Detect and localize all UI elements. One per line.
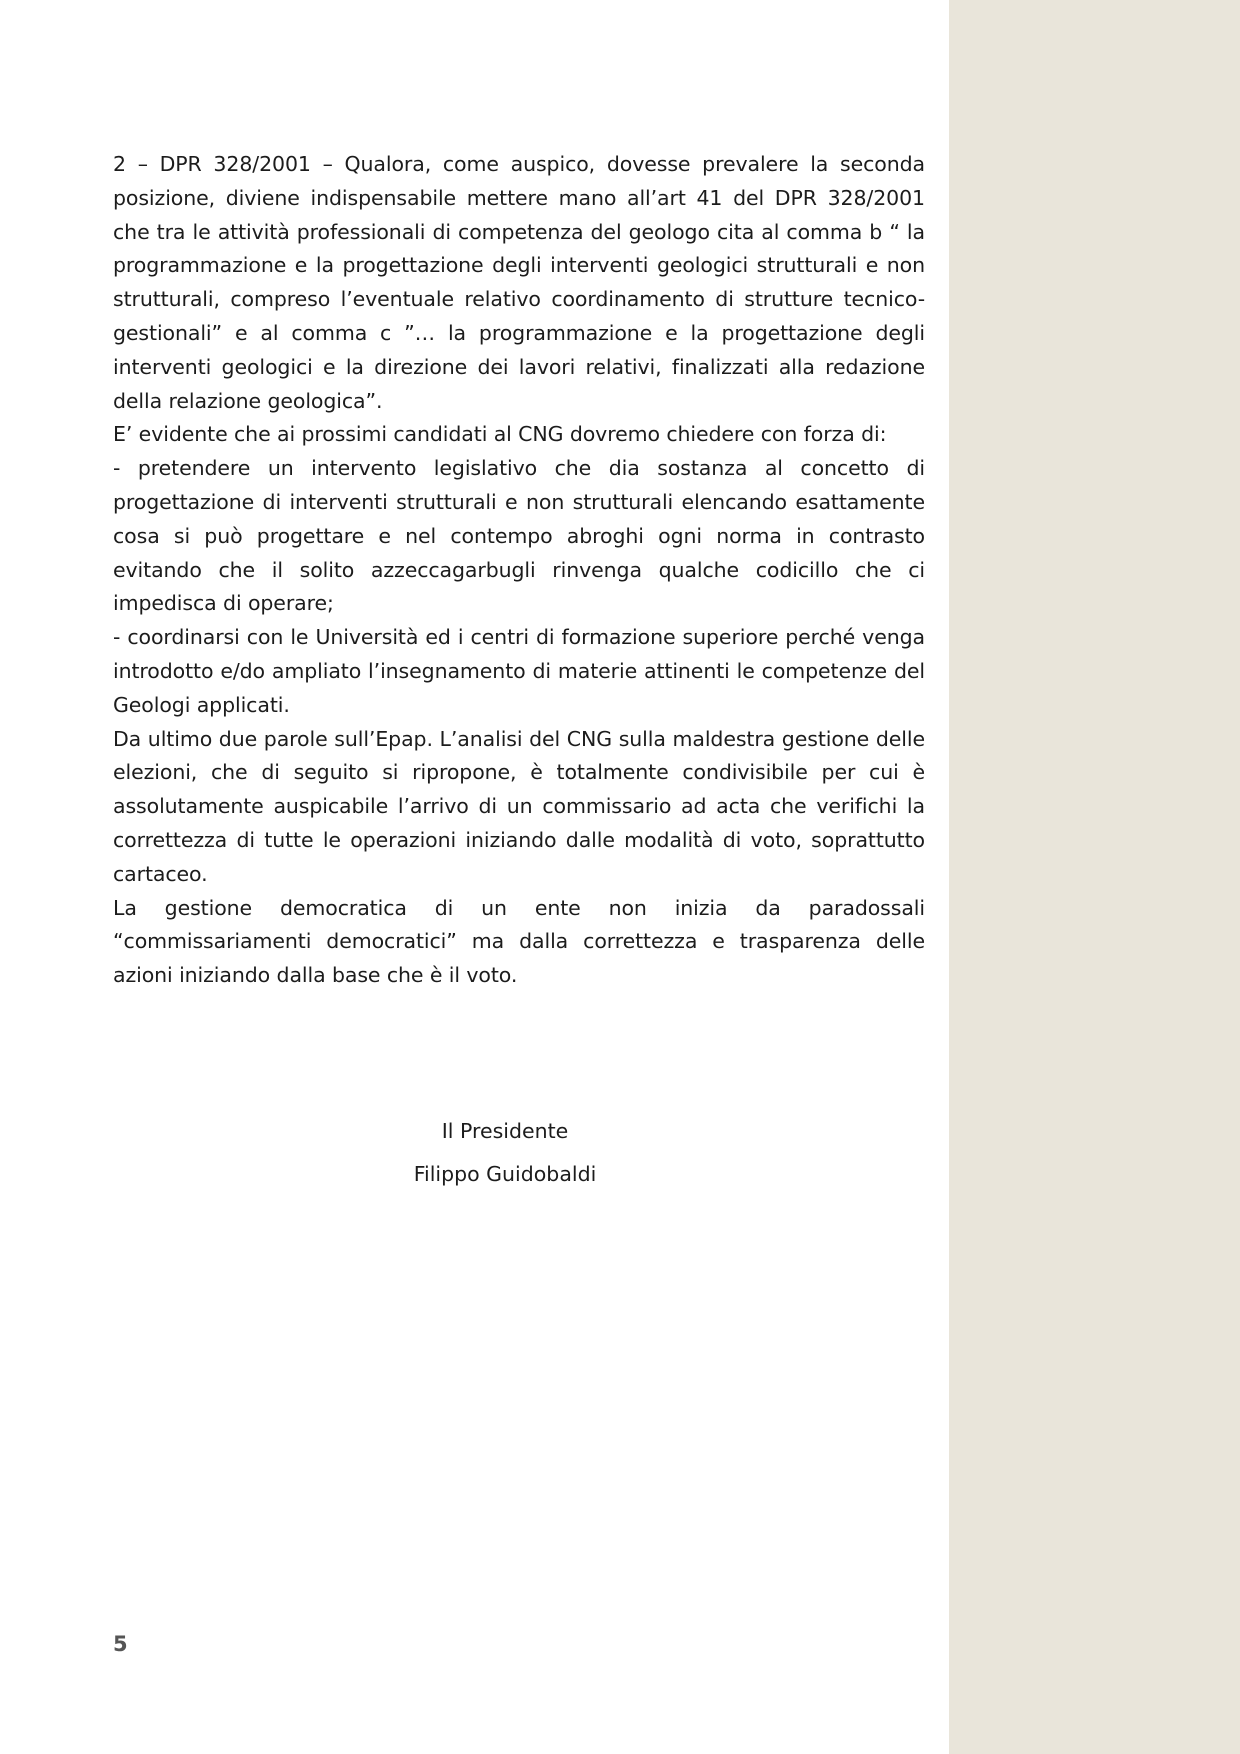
side-margin-band <box>949 0 1240 1754</box>
paragraph-democratic-management: La gestione democratica di un ente non inizia da paradossali “commissariamenti democratici” ma dalla correttezza e trasparenza delle azioni iniziando dalla base che è il voto. <box>113 895 925 988</box>
paragraph-cng-candidates: E’ evidente che ai prossimi candidati al CNG dovremo chiedere con forza di: <box>113 422 887 447</box>
document-body <box>113 148 925 993</box>
paragraph-university-coordination: - coordinarsi con le Università ed i centri di formazione superiore perché venga introdotto e/do ampliato l’insegnamento di materie attinenti le competenze del Geologi applicati. <box>113 625 925 717</box>
paragraph-legislative-intervention: - pretendere un intervento legislativo che dia sostanza al concetto di progettazione di interventi strutturali e non strutturali elencando esattamente cosa si può progettare e nel contempo abroghi ogni norma in contrasto evitando che il solito azzeccagarbugli rinvenga qualche codicillo che ci impedisca di operare; <box>113 456 925 616</box>
signature-title: Il Presidente <box>441 1119 569 1143</box>
signature-name: Filippo Guidobaldi <box>413 1162 597 1186</box>
page-number: 5 <box>113 1632 128 1656</box>
paragraph-epap: Da ultimo due parole sull’Epap. L’analisi del CNG sulla maldestra gestione delle elezioni, che di seguito si ripropone, è totalmente condivisibile per cui è assolutamente auspicabile l’arrivo di un commissario ad acta che verifichi la correttezza di tutte le operazioni iniziando dalle modalità di voto, soprattutto cartaceo. <box>113 726 925 886</box>
paragraph-dpr-328: 2 – DPR 328/2001 – Qualora, come auspico, dovesse prevalere la seconda posizione, diviene indispensabile mettere mano all’art 41 del DPR 328/2001 che tra le attività professionali di competenza del geologo cita al comma b “ la programmazione e la progettazione degli interventi geologici strutturali e non strutturali, compreso l’eventuale relativo coordinamento di strutture tecnico-gestionali” e al comma c ”… la programmazione e la progettazione degli interventi geologici e la direzione dei lavori relativi, finalizzati alla redazione della relazione geologica”. <box>113 152 925 413</box>
